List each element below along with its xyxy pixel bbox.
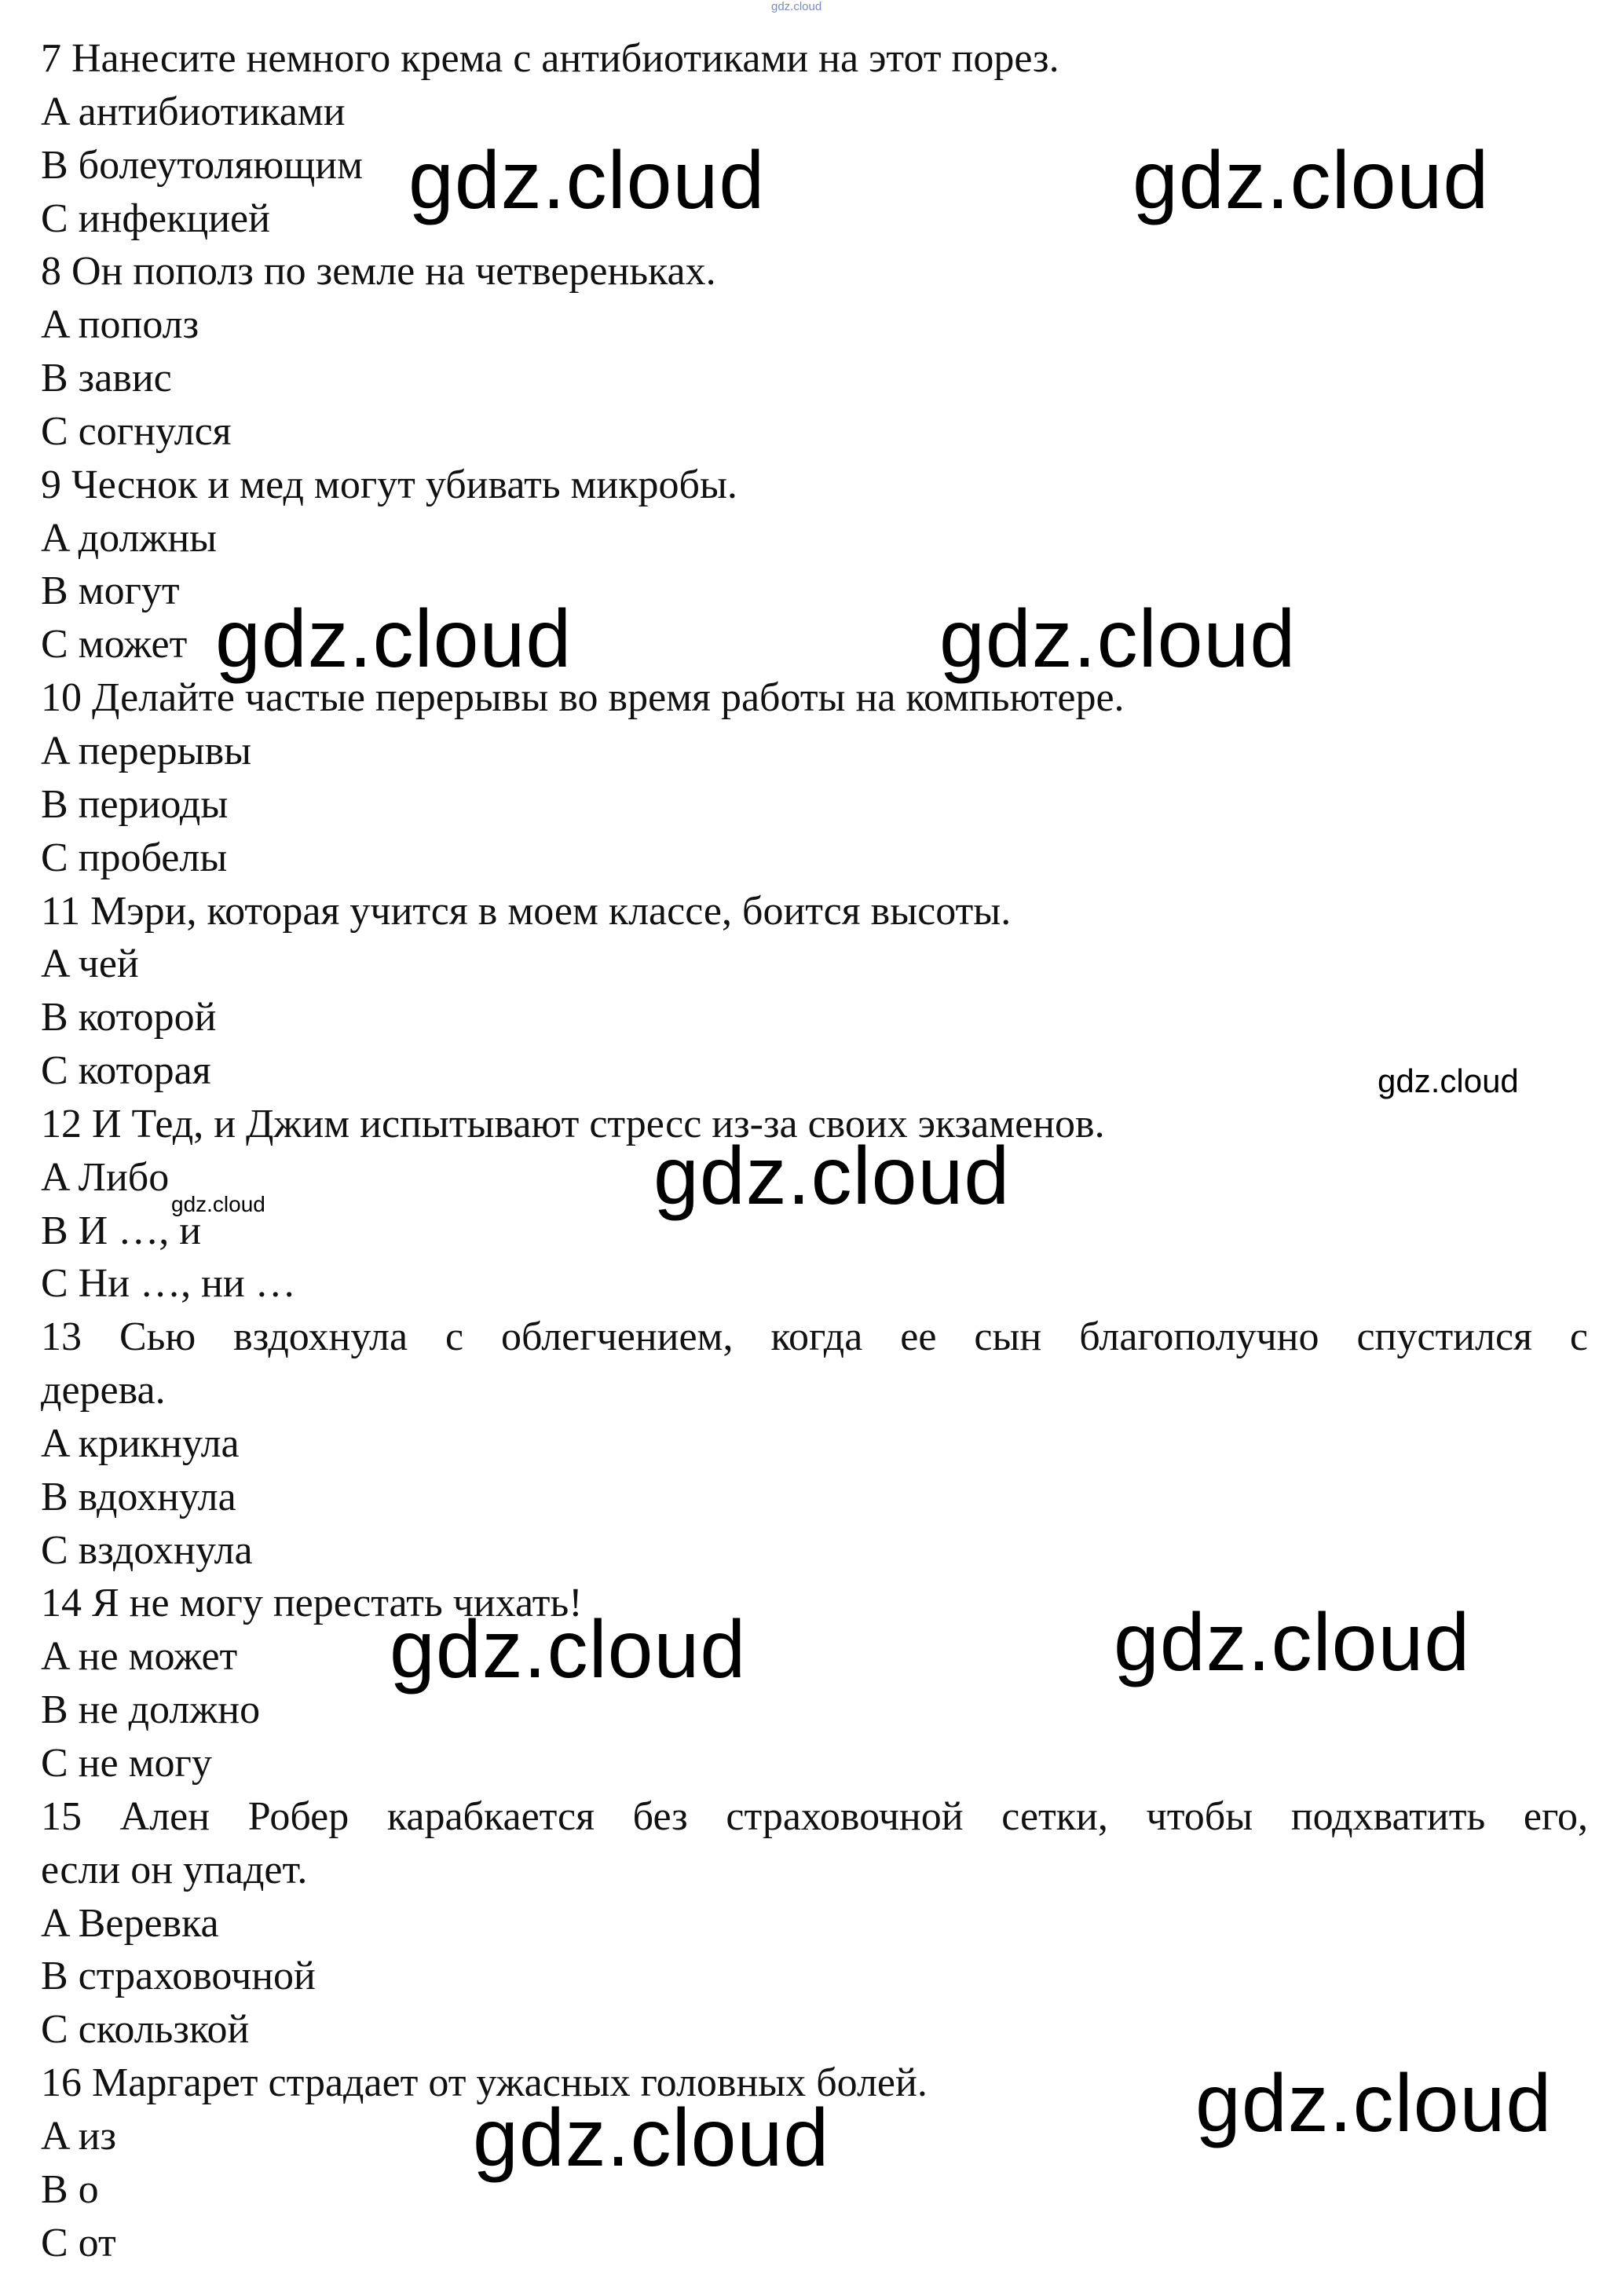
watermark: gdz.cloud [1132, 135, 1490, 226]
option-c: C скользкой [41, 2007, 250, 2053]
option-c: C пробелы [41, 835, 228, 880]
option-c: C согнулся [41, 408, 232, 454]
question-16: 16 Маргарет страдает от ужасных головных болей. [41, 2060, 928, 2106]
option-b: B которой [41, 995, 217, 1040]
watermark: gdz.cloud [390, 1604, 747, 1695]
option-a: A Веревка [41, 1900, 219, 1946]
option-a: A пополз [41, 302, 199, 348]
watermark-tiny: gdz.cloud [771, 0, 822, 13]
option-b: B могут [41, 569, 180, 614]
watermark: gdz.cloud [653, 1131, 1011, 1222]
option-c: C инфекцией [41, 196, 270, 241]
watermark: gdz.cloud [473, 2093, 830, 2184]
question-12: 12 И Тед, и Джим испытывают стресс из-за своих экзаменов. [41, 1101, 1105, 1146]
question-7: 7 Нанесите немного крема с антибиотиками на этот порез. [41, 36, 1059, 81]
option-c: C может [41, 622, 188, 667]
option-c: C Ни …, ни … [41, 1261, 296, 1307]
option-a: A должны [41, 515, 218, 561]
option-c: C вздохнула [41, 1527, 253, 1573]
option-c: C от [41, 2220, 116, 2265]
option-a: A чей [41, 941, 139, 987]
question-9: 9 Чеснок и мед могут убивать микробы. [41, 462, 737, 507]
option-a: A Либо [41, 1154, 170, 1200]
option-a: A перерывы [41, 728, 252, 773]
option-a: A не может [41, 1634, 238, 1680]
watermark: gdz.cloud [215, 594, 573, 685]
watermark: gdz.cloud [1195, 2058, 1553, 2149]
question-8: 8 Он пополз по земле на четвереньках. [41, 249, 716, 294]
question-15: 15 Ален Робер карабкается без страховочной сетки, чтобы подхватить его, [41, 1793, 1588, 1839]
watermark: gdz.cloud [939, 594, 1297, 685]
option-b: B страховочной [41, 1954, 316, 1999]
option-c: C которая [41, 1048, 211, 1094]
option-b: B периоды [41, 781, 229, 827]
question-11: 11 Мэри, которая учится в моем классе, боится высоты. [41, 888, 1012, 934]
question-10: 10 Делайте частые перерывы во время работы на компьютере. [41, 675, 1125, 721]
option-b: B вдохнула [41, 1474, 236, 1519]
option-c: C не могу [41, 1741, 212, 1786]
watermark: gdz.cloud [1114, 1597, 1471, 1688]
option-a: A антибиотиками [41, 89, 346, 134]
watermark: gdz.cloud [408, 135, 766, 226]
watermark-small: gdz.cloud [171, 1192, 265, 1216]
option-b: B И …, и [41, 1208, 202, 1253]
option-a: A из [41, 2113, 117, 2159]
watermark-small: gdz.cloud [1378, 1062, 1519, 1099]
option-b: B о [41, 2166, 99, 2212]
option-b: B болеутоляющим [41, 142, 364, 188]
question-13: 13 Сью вздохнула с облегчением, когда ее сын благополучно спустился с [41, 1314, 1588, 1360]
option-b: B завис [41, 356, 172, 401]
option-a: A крикнула [41, 1420, 240, 1466]
question-15-continued: если он упадет. [41, 1847, 308, 1892]
question-13-continued: дерева. [41, 1368, 166, 1413]
question-14: 14 Я не могу перестать чихать! [41, 1581, 583, 1626]
option-b: B не должно [41, 1687, 261, 1733]
